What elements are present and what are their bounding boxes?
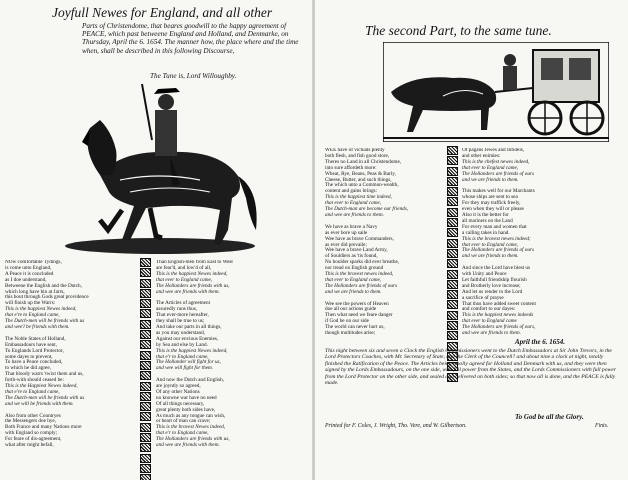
verse-line: That bloody warrs 'twixt them and us, bbox=[5, 371, 84, 378]
verse-line: Wee see the powers of Heaven bbox=[325, 300, 389, 307]
verse-line: and Brotherly love increase; bbox=[462, 282, 521, 289]
verse-line: forth-with should ceased be: bbox=[5, 377, 64, 384]
verse-line: and comfort to our dayes: bbox=[462, 306, 516, 313]
chorus-line: that e'r to England came, bbox=[156, 353, 209, 360]
verse-line: And since the Lord have blest us bbox=[462, 265, 530, 272]
chorus-line: The Dutch-men will be friends with us bbox=[5, 394, 85, 401]
verse-line: or heart of man can crave; bbox=[156, 418, 211, 425]
verse-line: Wee have as brave Commanders, bbox=[325, 235, 394, 242]
verse-line: assuredly runs thus, bbox=[156, 306, 198, 313]
verse-line: Of pagans Jewes and Infidels, bbox=[462, 148, 525, 153]
closing-line: To God be all the Glory. bbox=[515, 413, 584, 421]
chorus-line: This is the happiest Newes indeed, bbox=[5, 306, 77, 313]
chorus-line: that ever to England came, bbox=[462, 164, 519, 171]
verse-line: And take our parts in all things, bbox=[156, 323, 222, 330]
verse-line: That ever-more hereafter, bbox=[156, 312, 209, 319]
chorus-line: that e'r to England came, bbox=[156, 430, 209, 437]
verse-line: the Messengers doe hye, bbox=[5, 418, 56, 425]
verse-line: is come unto England, bbox=[5, 264, 52, 271]
chorus-line: and wee are friends to them. bbox=[462, 330, 521, 337]
chorus-line: that ever to England came bbox=[462, 318, 517, 325]
verse-line: which long have bin at Jarrs, bbox=[5, 288, 65, 295]
chorus-line: The Hollanders are friends with us, bbox=[156, 282, 230, 289]
verse-line: are joyntly so agreed, bbox=[156, 383, 201, 390]
chorus-line: and wee'l be friends with them. bbox=[5, 323, 70, 330]
verse-line: NOw comfortable Tydings, bbox=[5, 260, 62, 265]
chorus-line: This is the bravest newes indeed; bbox=[462, 235, 531, 242]
verse-line: of Souldiers as 'tis found, bbox=[325, 253, 378, 260]
tune-line: The Tune is, Lord Willoughby. bbox=[150, 72, 237, 80]
verse-line: Cheese, Butter, and such things, bbox=[325, 176, 392, 183]
verse-line: as ever bore up saile bbox=[325, 229, 368, 236]
finis-mark: Finis. bbox=[595, 423, 609, 429]
verse-line: Wee have a brave Land Army, bbox=[325, 247, 388, 254]
verse-line: great plenty both sides have, bbox=[156, 406, 216, 413]
verse-line: And now the Dutch and English, bbox=[156, 377, 225, 384]
verse-line: Of any other Nations bbox=[156, 388, 200, 395]
right-title: The second Part, to the same tune. bbox=[365, 23, 552, 38]
verse-line: Then what need we feare danger bbox=[325, 312, 393, 319]
verse-line: a sacrifice of prayse bbox=[462, 294, 504, 301]
verse-line: The Articles of agreement bbox=[156, 300, 211, 307]
verse-line: what after might befall, bbox=[5, 442, 54, 449]
chorus-line: The Dutch-men will be friends with us bbox=[5, 318, 85, 325]
verse-line: Theres no Land in all Christendome, bbox=[325, 158, 402, 165]
chorus-line: that ever to England came, bbox=[462, 241, 519, 248]
printer-imprint: Printed for F. Coles, J. Wright, Tho. Vere, and W. Gilbertson. bbox=[325, 423, 467, 429]
chorus-line: The Dutch-man are become our friends, bbox=[325, 206, 409, 213]
chorus-line: The Hollander will fight for us, bbox=[156, 359, 221, 366]
right-verse-column-1 bbox=[325, 148, 455, 337]
verse-line: as I doe understand, bbox=[5, 276, 47, 283]
verse-line: and other enimies: bbox=[462, 152, 501, 159]
verse-line: though multitudes arise; bbox=[325, 330, 376, 337]
verse-line: Against our envious Enemies, bbox=[156, 335, 219, 342]
verse-line: Embassadours have sent, bbox=[5, 341, 58, 348]
chorus-line: and wee are friends to them. bbox=[325, 211, 384, 218]
chorus-line: The Hollanders are friends of ours bbox=[462, 247, 535, 254]
right-page bbox=[314, 0, 628, 480]
chorus-line: that e're to England came, bbox=[5, 312, 60, 319]
chorus-line: This is the bravest Newes indeed, bbox=[156, 424, 226, 431]
verse-line: whose ships are sent to sea bbox=[462, 194, 518, 201]
chorus-line: and we are friends to them. bbox=[462, 176, 519, 183]
verse-line: even when they will or please bbox=[462, 206, 524, 213]
verse-line: That thus have added sweet content bbox=[462, 300, 536, 307]
chorus-line: This is the happiest Newes indeed, bbox=[156, 270, 228, 277]
ornamental-border bbox=[140, 258, 151, 480]
verse-line: with Unity and Peace bbox=[462, 271, 507, 278]
verse-line: doe all our actions guide bbox=[325, 306, 376, 313]
right-verse-column-2 bbox=[462, 148, 624, 337]
chorus-line: and wee are friends with them. bbox=[156, 288, 220, 295]
chorus-line: This is the happiest newes indeeds bbox=[462, 312, 534, 319]
verse-line: are fear'd, and low'd of all, bbox=[156, 264, 212, 271]
verse-line: Betweene the English and the Dutch, bbox=[5, 282, 82, 289]
verse-line: The which unto a Common-wealth, bbox=[325, 182, 399, 189]
chorus-line: This is the chefest newes indeed, bbox=[462, 158, 530, 165]
chorus-line: that e're to England came, bbox=[5, 388, 60, 395]
verse-line: We have as brave a Navy bbox=[325, 223, 378, 230]
verse-line: Let faithfull friendship flourish bbox=[462, 276, 527, 283]
verse-line: This makes well for our Marchants bbox=[462, 188, 535, 195]
verse-line: all mariners on the Land bbox=[462, 217, 513, 224]
verse-line: both flesh, and fish good store, bbox=[325, 152, 390, 159]
verse-line: a calling takes in hand. bbox=[462, 229, 510, 236]
verse-line: The world can never hurt us, bbox=[325, 324, 385, 331]
chorus-line: This is the happiest time indeed, bbox=[325, 194, 392, 201]
verse-line: No boulder sparks did ever breathe, bbox=[325, 259, 400, 266]
chorus-line: The Hollanders are friends of ours bbox=[462, 170, 535, 177]
coach-woodcut bbox=[383, 42, 609, 142]
verse-line: And let us render to the Lord bbox=[462, 288, 523, 295]
left-verse-column-2 bbox=[156, 260, 308, 449]
news-paragraph: This night between six and seven a Clock the English Commissioners went to the Dutch Embassadors at Sir John Trevors, in the Lord Protectors Coaches, with Mr. Secretary of State, and the Clerk of the Councell? and about nine a clock at night, totally finished the Ratification of the Peace. The Articles being wholly agreed for Holland and Denmark with us, and they were then signed by the Lords Embassadours, on the one side, with full power from the States, and the Lords Commissioners with full power from the Lord Protector on the other side, and sealed and delivered on both sides; so that now all is done, and the PEACE is fully made. bbox=[325, 348, 616, 387]
chorus-line: and we will be friends with them. bbox=[5, 400, 74, 407]
verse-line: As much as any tongue can wish, bbox=[156, 412, 226, 419]
chorus-line: and wee are friends with them. bbox=[156, 442, 220, 449]
verse-line: content and gains brings: bbox=[325, 188, 378, 195]
chorus-line: The Hollanders are friends with us, bbox=[156, 436, 230, 443]
chorus-line: This is the happiest Newes indeed, bbox=[156, 347, 228, 354]
verse-line: For they may traffick freely, bbox=[462, 200, 521, 207]
verse-line: by Sea and else by Land. bbox=[156, 341, 208, 348]
chorus-line: and we are friends to them. bbox=[462, 253, 519, 260]
verse-line: no knowne war have no need bbox=[156, 394, 217, 401]
horseman-woodcut bbox=[60, 80, 270, 255]
chorus-line: This is the bravest newes indeed, bbox=[325, 271, 394, 278]
verse-line: they shall be true to us; bbox=[156, 318, 205, 325]
verse-line: The Noble States of Holland, bbox=[5, 335, 66, 342]
chorus-line: The Hollanders are friends of ours, bbox=[462, 324, 536, 331]
verse-line: WEE have of victuals plenty bbox=[325, 148, 385, 153]
verse-line: this bout through Gods great providence bbox=[5, 294, 89, 301]
verse-line: some dayes to prevent, bbox=[5, 353, 53, 360]
chorus-line: The Hollanders are friends of ours bbox=[325, 282, 398, 289]
chorus-line: and wee will fight for them. bbox=[156, 365, 214, 372]
chorus-line: and we are friends to them. bbox=[325, 288, 382, 295]
verse-line: Of all things necessary, bbox=[156, 400, 205, 407]
verse-line: Also it is the better for bbox=[462, 211, 509, 218]
verse-line: nor tread on English ground bbox=[325, 265, 384, 272]
verse-line: For feare of dis-agreement, bbox=[5, 436, 62, 443]
verse-line: if God be on our side bbox=[325, 318, 369, 325]
verse-line: with England so comply; bbox=[5, 430, 58, 437]
left-subtitle: Parts of Christendome, that beares goodwill to the happy agreement of PEACE, which past betweene England and Holland, and Denmarke, on Thursday, April the 6. 1654. The manner how, the place where and the time when, shall be described in this following Discourse, bbox=[82, 22, 299, 55]
verse-line: will finish up the Warrs: bbox=[5, 300, 56, 307]
verse-line: as you may understand, bbox=[156, 329, 205, 336]
chorus-line: This is the Happiest Newes indeed, bbox=[5, 383, 78, 390]
verse-line: as ever did prevaile; bbox=[325, 241, 367, 248]
chorus-line: that ever to England came, bbox=[325, 200, 382, 207]
left-verse-column-1 bbox=[5, 260, 135, 449]
chorus-line: that ever to England came, bbox=[156, 276, 213, 283]
verse-line: to which he did agree, bbox=[5, 365, 51, 372]
verse-line: Also from other Countryes bbox=[5, 412, 61, 419]
verse-line: Wheat, Rye, Beans, Peas & Barly, bbox=[325, 170, 396, 177]
verse-line: Both France and many Nations more bbox=[5, 424, 82, 431]
verse-line: Than English-men from East to West bbox=[156, 260, 233, 265]
date-line: April the 6. 1654. bbox=[515, 338, 565, 346]
verse-line: To have a Peace concluded, bbox=[5, 359, 63, 366]
chorus-line: that ever to England came, bbox=[325, 276, 382, 283]
verse-line: into sure affordeth more: bbox=[325, 164, 377, 171]
verse-line: A Peace it is concluded bbox=[5, 270, 54, 277]
verse-line: For every man and women that bbox=[462, 223, 527, 230]
verse-line: To Englands Lord Protector, bbox=[5, 347, 64, 354]
left-title: Joyfull Newes for England, and all other bbox=[52, 5, 273, 20]
